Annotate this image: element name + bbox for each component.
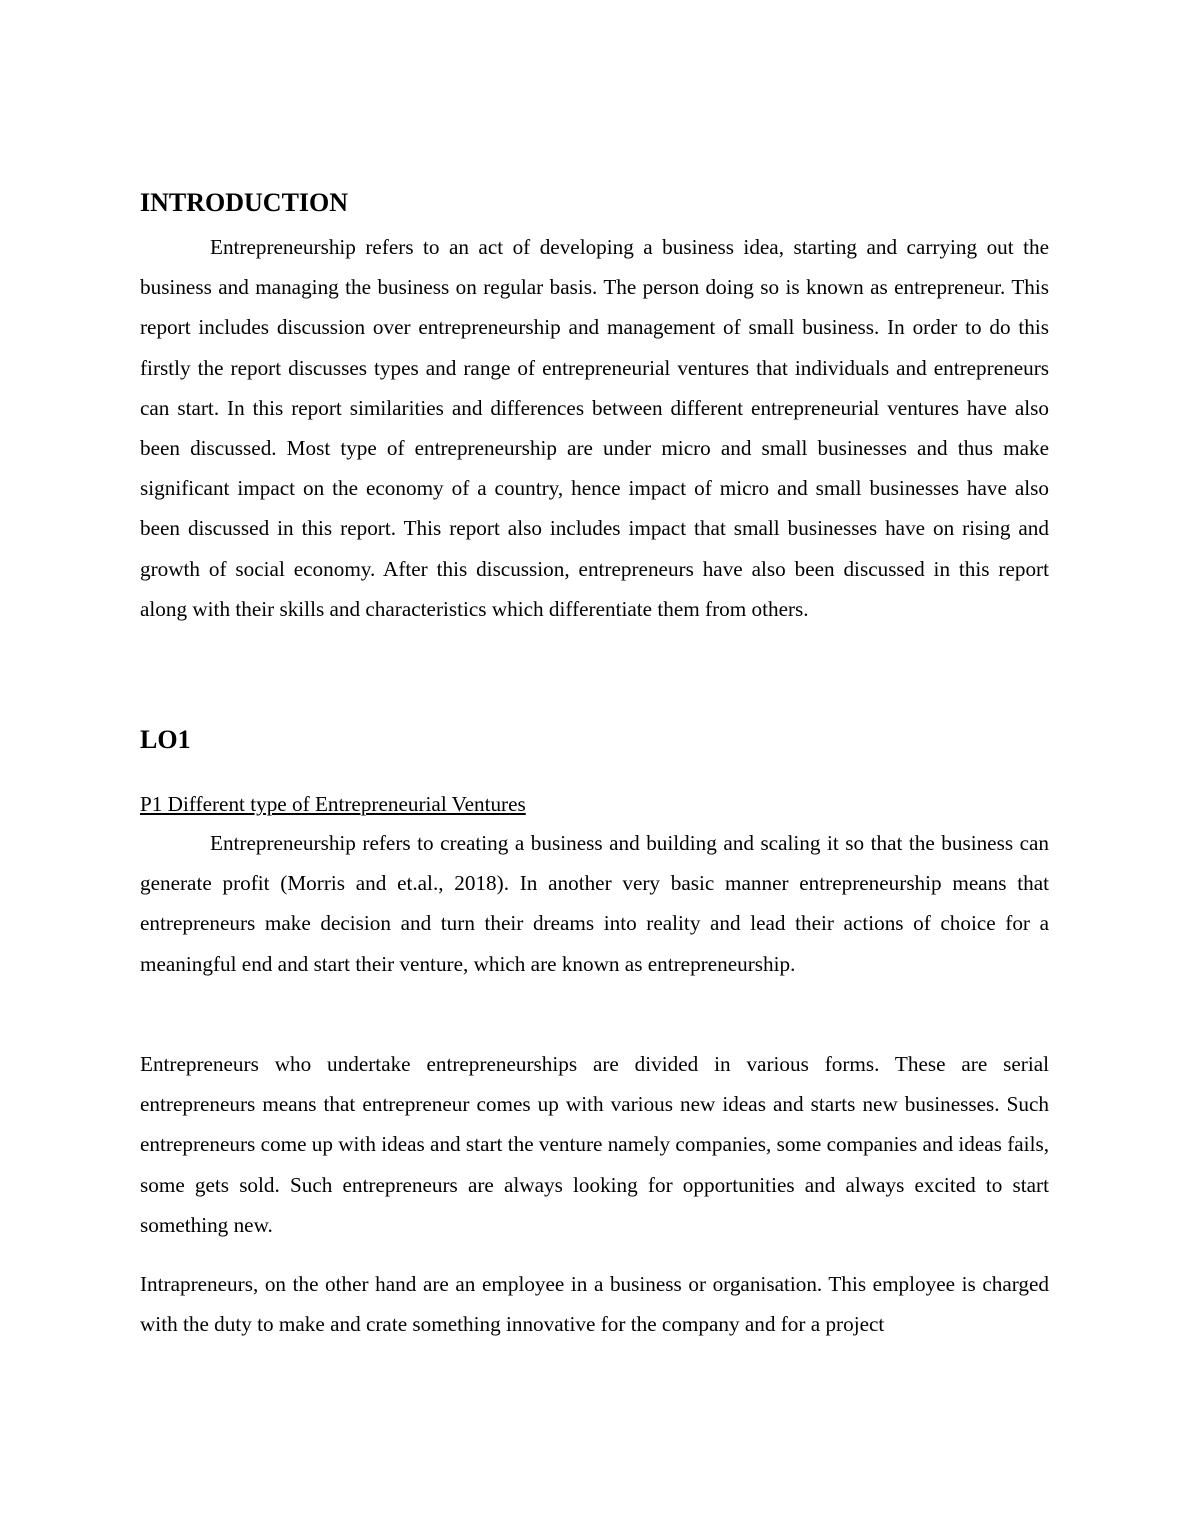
p1-paragraph-1: Entrepreneurship refers to creating a business and building and scaling it so that the business can generate profit (Morris and et.al., 2018). In another very basic manner entrepreneurship means that entrepreneurs make decision and turn their dreams into reality and lead their actions of choice for a meaningful end and start their venture, which are known as entrepreneurship. [140, 831, 1049, 976]
p1-subheading: P1 Different type of Entrepreneurial Ventures [140, 792, 526, 816]
p1-paragraph-3: Intrapreneurs, on the other hand are an employee in a business or organisation. This employee is charged with the duty to make and crate something innovative for the company and for a project [140, 1272, 1049, 1337]
intro-paragraph: Entrepreneurship refers to an act of developing a business idea, starting and carrying out the business and managing the business on regular basis. The person doing so is known as entrepreneur. This report includes discussion over entrepreneurship and management of small business. In order to do this firstly the report discusses types and range of entrepreneurial ventures that individuals and entrepreneurs can start. In this report similarities and differences between different entrepreneurial ventures have also been discussed. Most type of entrepreneurship are under micro and small businesses and thus make significant impact on the economy of a country, hence impact of micro and small businesses have also been discussed in this report. This report also includes impact that small businesses have on rising and growth of social economy. After this discussion, entrepreneurs have also been discussed in this report along with their skills and characteristics which differentiate them from others. [140, 235, 1049, 621]
lo1-heading: LO1 [140, 725, 191, 754]
intro-heading: INTRODUCTION [140, 188, 349, 217]
p1-paragraph-2: Entrepreneurs who undertake entrepreneurships are divided in various forms. These are serial entrepreneurs means that entrepreneur comes up with various new ideas and starts new businesses. Such entrepreneurs come up with ideas and start the venture namely companies, some companies and ideas fails, some gets sold. Such entrepreneurs are always looking for opportunities and always excited to start something new. [140, 1052, 1049, 1237]
